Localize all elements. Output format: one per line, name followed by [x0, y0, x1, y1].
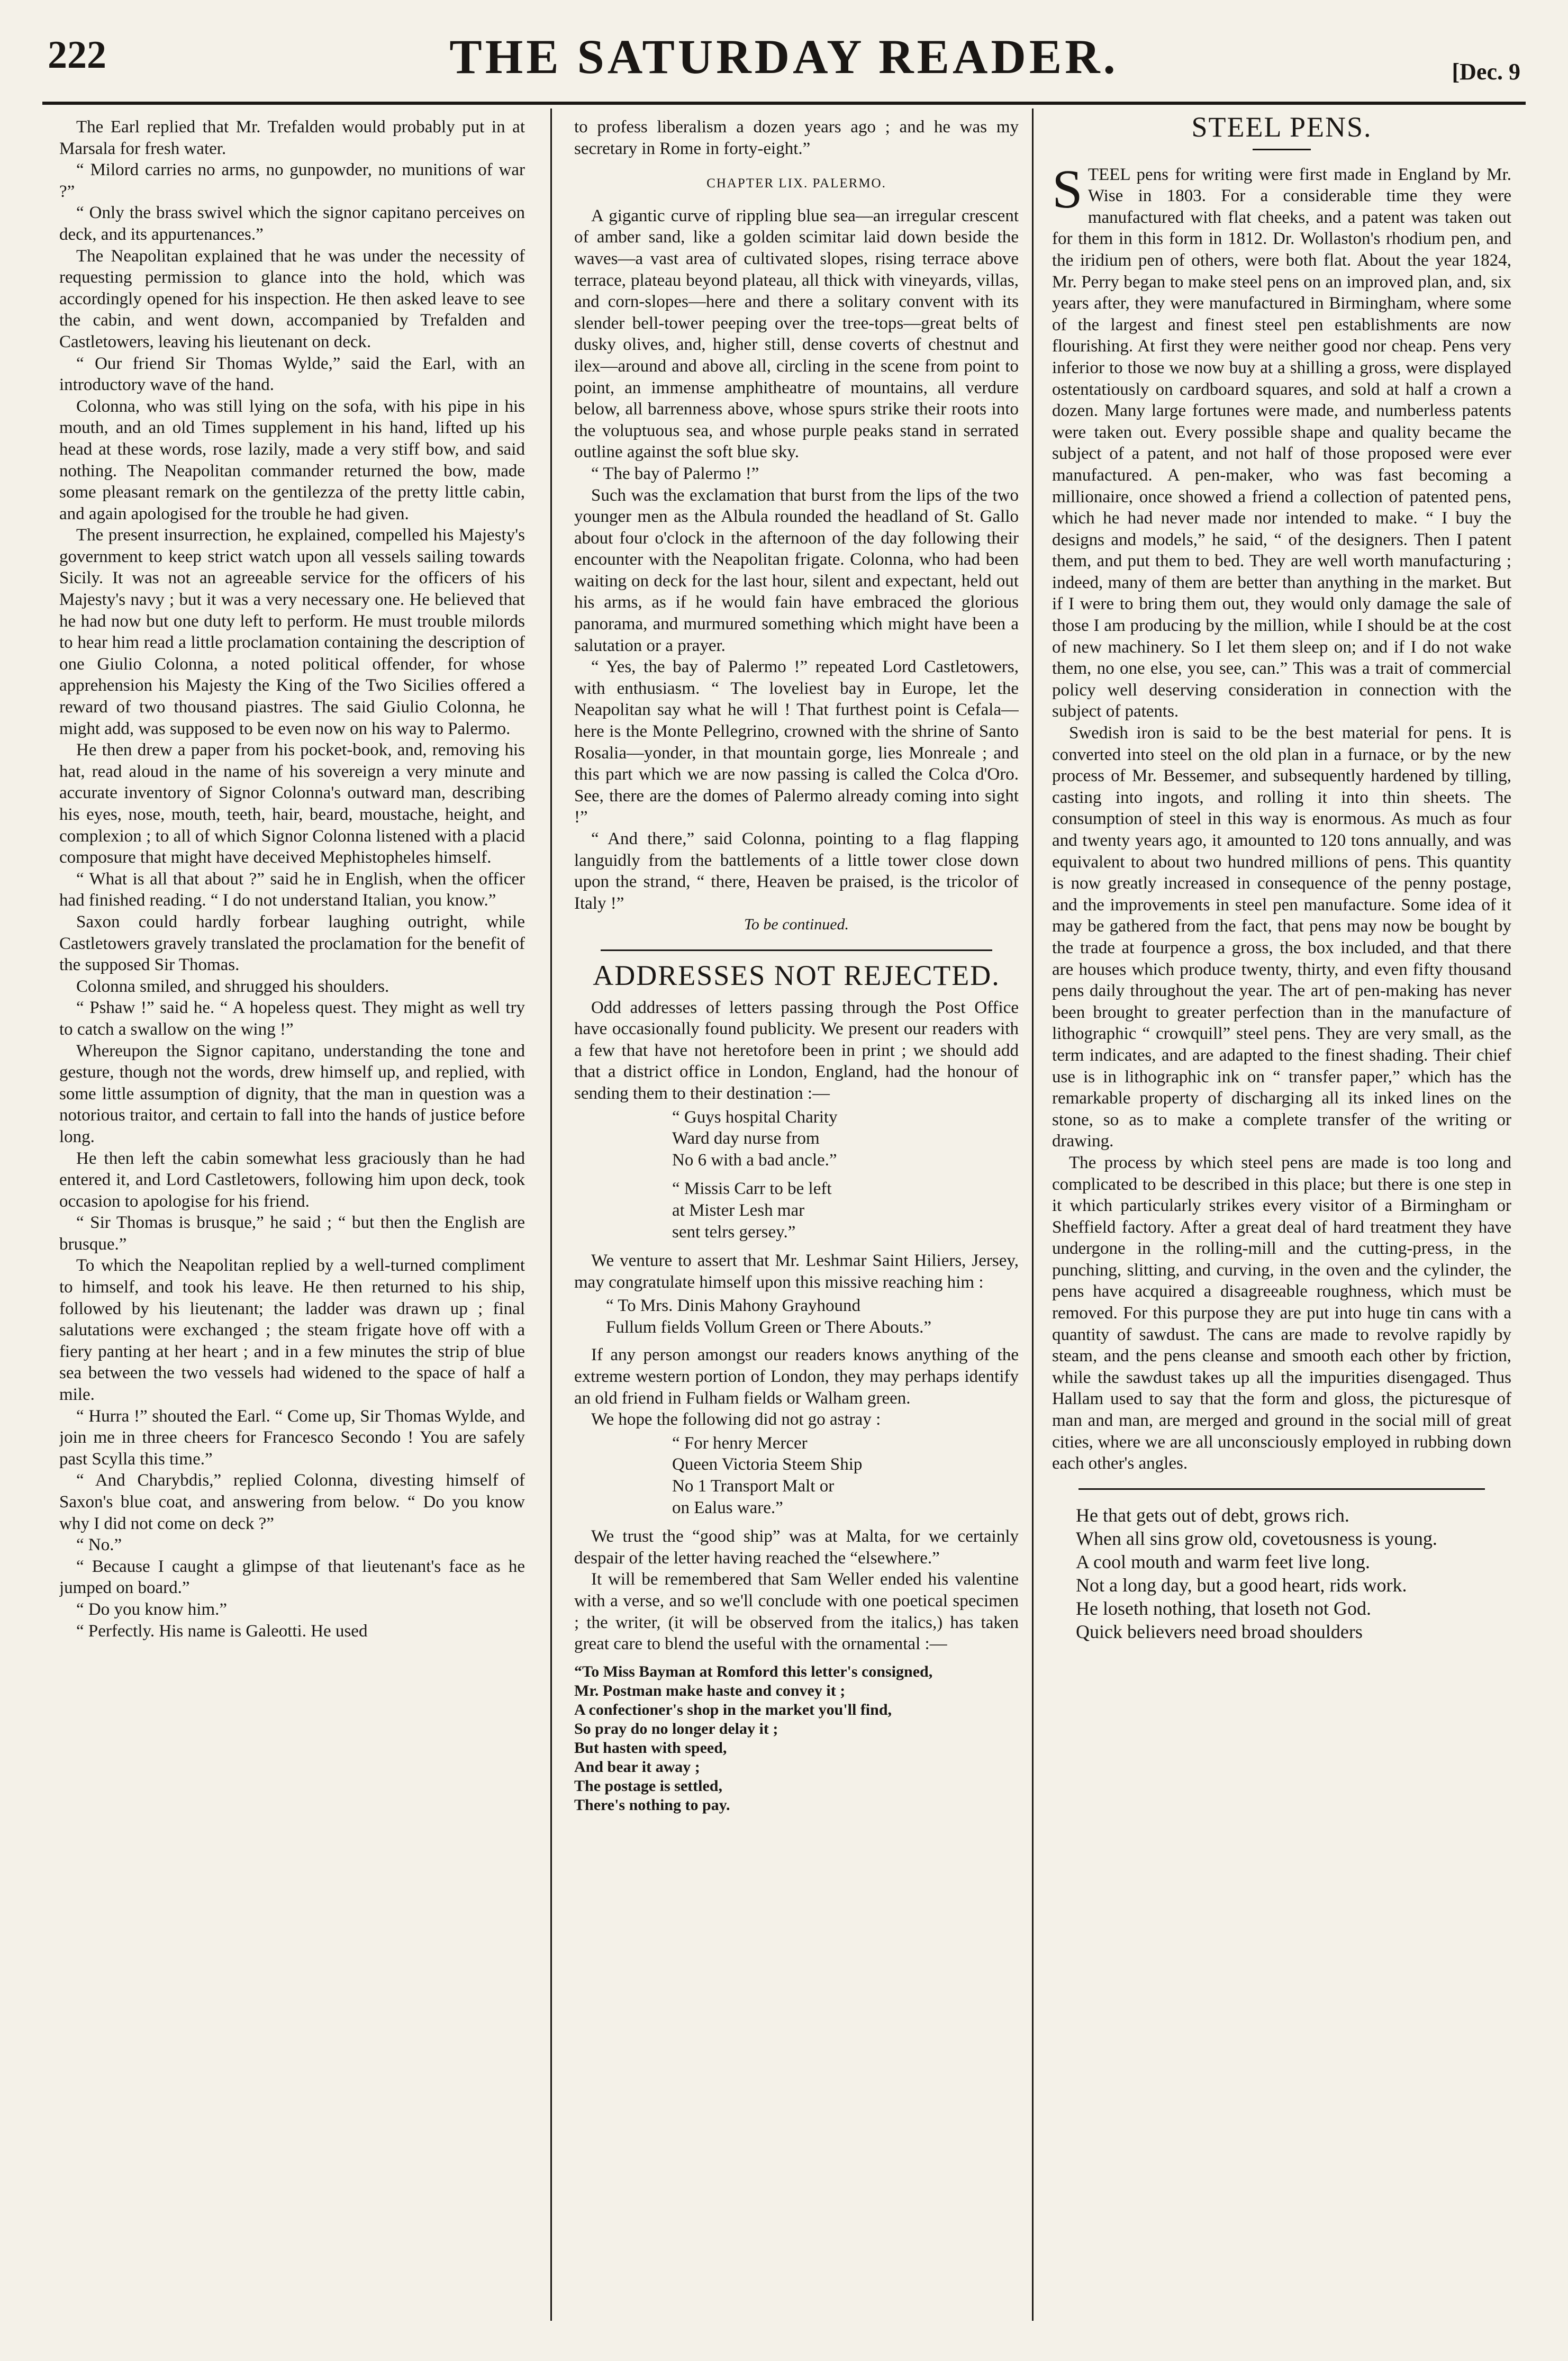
- address-henry-mercer: [574, 1433, 1019, 1518]
- verse-line: So pray do no longer delay it ;: [574, 1720, 778, 1738]
- chapter-paragraph: A gigantic curve of rippling blue sea—an irregular crescent of amber sand, like a golden scimitar laid down beside the waves—a vast area of cultivated slopes, rising terrace above terrace, plateau beyond plateau, all thick with vineyards, villas, and corn-slopes—here and there a solitary convent with its slender bell-tower peeping over the tree-tops—great belts of dusky olives, and, higher still, dense coverts of chestnut and ilex—around and above all, circling in the scene from point to point, an immense amphitheatre of mountains, all verdure below, all barrenness above, whose spurs strike their roots into the voluptuous sea, and whose purple peaks stand in serrated outline against the soft blue sky.: [574, 206, 1019, 462]
- address-line: No 1 Transport Malt or: [672, 1477, 835, 1496]
- chapter-heading: CHAPTER LIX. PALERMO.: [706, 176, 886, 191]
- header-rule: [42, 102, 1526, 105]
- story-paragraph: He then left the cabin somewhat less graciously than he had entered it, and Lord Castletowers, following him upon deck, took occasion to apologise for his friend.: [59, 1148, 525, 1211]
- verse-line: There's nothing to pay.: [574, 1796, 730, 1814]
- title-rule: [1253, 149, 1311, 150]
- chapter-paragraph: “ The bay of Palermo !”: [591, 464, 759, 483]
- section-title-addresses: ADDRESSES NOT REJECTED.: [593, 959, 1000, 991]
- story-paragraph: “ Pshaw !” said he. “ A hopeless quest. They might as well try to catch a swallow on the wing !”: [59, 998, 525, 1039]
- proverb-line: Quick believers need broad shoulders: [1076, 1621, 1363, 1642]
- story-paragraph: The present insurrection, he explained, compelled his Majesty's government to keep strict watch upon all vessels sailing towards Sicily. It was not an agreeable service for the officers of his Majesty's navy ; but it was a very necessary one. He believed that he had now but one duty left to perform. He must trouble milords to hear him read a little proclamation containing the description of one Giulio Colonna, a noted political offender, for whose apprehension his Majesty the King of the Two Sicilies offered a reward of two thousand piastres. The said Giulio Colonna, he might add, was supposed to be even now on his way to Palermo.: [59, 526, 525, 738]
- address-line: Fullum fields Vollum Green or There Abouts.”: [606, 1317, 932, 1337]
- address-line: “ Guys hospital Charity: [672, 1107, 838, 1127]
- address-line: “ Missis Carr to be left: [672, 1179, 832, 1199]
- page-number: 222: [48, 33, 106, 77]
- column-3: [1052, 116, 1511, 1643]
- story-paragraph: “ And Charybdis,” replied Colonna, divesting himself of Saxon's blue coat, and answering from below. “ Do you know why I did not come on deck ?”: [59, 1471, 525, 1533]
- story-paragraph: “ Because I caught a glimpse of that lieutenant's face as he jumped on board.”: [59, 1557, 525, 1598]
- masthead: [48, 21, 1520, 101]
- story-paragraph: The Neapolitan explained that he was under the necessity of requesting permission to glance into the hold, which was accordingly opened for his inspection. He then asked leave to see the cabin, and went down, accompanied by Trefalden and Castletowers, leaving his lieutenant on deck.: [59, 246, 525, 351]
- proverbs-divider: [1078, 1488, 1485, 1490]
- story-paragraph: Colonna smiled, and shrugged his shoulders.: [76, 976, 389, 996]
- verse-line: “To Miss Bayman at Romford this letter's consigned,: [574, 1662, 933, 1680]
- valentine-verse: [574, 1662, 1019, 1815]
- story-paragraph: “ What is all that about ?” said he in English, when the officer had finished reading. “ I do not understand Italian, you know.”: [59, 869, 525, 910]
- story-paragraph: “ Only the brass swivel which the signor capitano perceives on deck, and its appurtenances.”: [59, 203, 525, 244]
- drop-cap-letter: S: [1052, 158, 1083, 220]
- paragraph-western-london: If any person amongst our readers knows anything of the extreme western portion of London, they may perhaps identify an old friend in Fulham fields or Walham green.: [574, 1345, 1019, 1408]
- address-line: No 6 with a bad ancle.”: [672, 1150, 837, 1170]
- address-line: Queen Victoria Steem Ship: [672, 1455, 863, 1475]
- address-line: sent telrs gersey.”: [672, 1222, 796, 1242]
- verse-line: But hasten with speed,: [574, 1739, 727, 1757]
- addresses-intro: Odd addresses of letters passing through the Post Office have occasionally found publicity. We present our readers with a few that have not heretofore been in print ; we should add that a district office in London, England, had the honour of sending them to their destination :—: [574, 998, 1019, 1103]
- chapter-paragraph: “ Yes, the bay of Palermo !” repeated Lord Castletowers, with enthusiasm. “ The loveliest bay in Europe, let the Neapolitan say what he will ! That furthest point is Cefala—here is the Monte Pellegrino, crowned with the shrine of Santo Rosalia—yonder, in that mountain gorge, lies Monreale ; and this part which we are now passing is called the Colca d'Oro. See, there are the domes of Palermo already coming into sight !”: [574, 657, 1019, 827]
- address-line: at Mister Lesh mar: [672, 1200, 805, 1220]
- chapter-paragraph: Such was the exclamation that burst from the lips of the two younger men as the Albula rounded the headland of St. Gallo about four o'clock in the afternoon of the day following their encounter with the Neapolitan frigate. Colonna, who had been waiting on deck for the last hour, silent and expectant, held out his arms, as if he would fain have embraced the glorious panorama, and murmured something which might have been a salutation or a prayer.: [574, 485, 1019, 655]
- column-rule-left: [550, 108, 552, 2321]
- steel-pens-first-paragraph: [1052, 158, 1511, 722]
- chapter-paragraphs: [574, 205, 1019, 915]
- section-title-steel-pens: STEEL PENS.: [1191, 116, 1372, 143]
- steel-pens-paragraphs: [1052, 722, 1511, 1475]
- section-divider: [601, 949, 992, 951]
- story-continuation: [574, 116, 1019, 159]
- address-guys-hospital: [574, 1107, 1019, 1171]
- steel-pens-paragraph: Swedish iron is said to be the best material for pens. It is converted into steel on the old plan in a furnace, or by the new process of Mr. Bessemer, and subsequently hardened by tilling, casting into ingots, and rolling it into thin sheets. The consumption of steel in this way is enormous. As much as four and twenty years ago, it amounted to 120 tons annually, and was equivalent to about two hundred millions of pens. This quantity is now greatly increased in consequence of the penny postage, and the improvements in steel pen manufacture. Some idea of it may be gathered from the fact, that pens may now be bought by the trade at fourpence a gross, the box included, and that there are houses which produce twenty, thirty, and even fifty thousand pens daily throughout the year. The art of pen-making has never been brought to greater perfection than in the manufacture of lithographic “ crowquill” steel pens. They are very small, as the term indicates, and are adapted to the finest shading. Their chief use is in lithographic ink on “ transfer paper,” which has the remarkable property of discharging all its inked lines on the stone, so as to make a complete transfer of the writing or drawing.: [1052, 723, 1511, 1151]
- story-paragraph: “ Sir Thomas is brusque,” he said ; “ but then the English are brusque.”: [59, 1213, 525, 1254]
- story-paragraph: Saxon could hardly forbear laughing outright, while Castletowers gravely translated the proclamation for the benefit of the supposed Sir Thomas.: [59, 912, 525, 975]
- address-line: “ For henry Mercer: [672, 1433, 808, 1453]
- proverb-line: He loseth nothing, that loseth not God.: [1076, 1597, 1371, 1619]
- story-paragraph: “ Milord carries no arms, no gunpowder, no munitions of war ?”: [59, 160, 525, 201]
- steel-pens-paragraph: The process by which steel pens are made is too long and complicated to be described in this place; but there is one step in it which particularly strikes every visitor of a Birmingham or Sheffield factory. After a great deal of hard treatment they have undergone in the rolling-mill and the cutting-press, in the punching, slitting, and curving, in the oven and the cylinder, the pens have acquired a disagreeable roughness, which must be removed. For this purpose they are put into huge tin cans with a quantity of sawdust. The cans are made to revolve rapidly by steam, and the pens cleanse and smooth each other by friction, while the sawdust takes up all the impurities disengaged. Thus Hallam used to say that the form and gloss, the picturesque of man and man, are merged and ground in the social mill of great cities, where we are all unconsciously employed in rubbing down each other's angles.: [1052, 1153, 1511, 1473]
- story-paragraph: to profess liberalism a dozen years ago ; and he was my secretary in Rome in forty-eight.”: [574, 117, 1019, 158]
- story-paragraph: Whereupon the Signor capitano, understanding the tone and gesture, though not the words, drew himself up, and replied, with some little assumption of dignity, that the man in question was a notorious traitor, and certain to fall into the hands of justice before long.: [59, 1041, 525, 1146]
- story-paragraph: He then drew a paper from his pocket-book, and, removing his hat, read aloud in the name of his sovereign a very minute and accurate inventory of Signor Colonna's outward man, describing his eyes, nose, mouth, teeth, hair, beard, moustache, height, and complexion ; to all of which Signor Colonna listened with a placid composure that might have deceived Mephistopheles himself.: [59, 740, 525, 867]
- story-paragraphs: [59, 116, 525, 1642]
- verse-line: Mr. Postman make haste and convey it ;: [574, 1681, 846, 1699]
- verse-line: And bear it away ;: [574, 1758, 700, 1776]
- address-line: Ward day nurse from: [672, 1129, 820, 1148]
- column-rule-right: [1032, 108, 1034, 2321]
- column-1-story: [59, 116, 525, 1642]
- to-be-continued: To be continued.: [744, 916, 849, 934]
- verse-line: The postage is settled,: [574, 1777, 722, 1795]
- proverb-line: Not a long day, but a good heart, rids work.: [1076, 1574, 1407, 1596]
- verse-line: A confectioner's shop in the market you'll find,: [574, 1700, 892, 1718]
- story-paragraph: “ Perfectly. His name is Galeotti. He used: [76, 1621, 368, 1641]
- story-paragraph: Colonna, who was still lying on the sofa, with his pipe in his mouth, and an old Times supplement in his hand, lifted up his head at these words, rose lazily, made a very stiff bow, and said nothing. The Neapolitan commander returned the bow, made some pleasant remark on the gentilezza of the pretty little cabin, and again apologised for the trouble he had given.: [59, 396, 525, 523]
- story-paragraph: “ Hurra !” shouted the Earl. “ Come up, Sir Thomas Wylde, and join me in three cheers for Francesco Secondo ! You are safely past Scylla this time.”: [59, 1406, 525, 1469]
- story-paragraph: “ No.”: [76, 1535, 122, 1555]
- address-line: on Ealus ware.”: [672, 1498, 783, 1517]
- story-paragraph: The Earl replied that Mr. Trefalden would probably put in at Marsala for fresh water.: [59, 117, 525, 158]
- paragraph-hope: We hope the following did not go astray :: [591, 1410, 881, 1430]
- story-paragraph: To which the Neapolitan replied by a well-turned compliment to himself, and took his leave. He then returned to his ship, followed by his lieutenant; the ladder was drawn up ; final salutations were exchanged ; the steam frigate hove off with a fiery panting at her heart ; and in a few minutes the strip of blue sea between the two vessels had widened to the space of half a mile.: [59, 1256, 525, 1405]
- address-line: “ To Mrs. Dinis Mahony Grayhound: [606, 1296, 861, 1316]
- proverbs: [1052, 1504, 1511, 1643]
- address-mrs-mahony: [574, 1295, 1019, 1338]
- paragraph-leshmar: We venture to assert that Mr. Leshmar Saint Hiliers, Jersey, may congratulate himself upon this missive reaching him :: [574, 1251, 1019, 1292]
- paragraph-malta: We trust the “good ship” was at Malta, for we certainly despair of the letter having reached the “elsewhere.”: [574, 1527, 1019, 1568]
- proverb-line: He that gets out of debt, grows rich.: [1076, 1504, 1349, 1526]
- address-missis-carr: [574, 1178, 1019, 1243]
- proverb-line: When all sins grow old, covetousness is young.: [1076, 1527, 1437, 1549]
- story-paragraph: “ Our friend Sir Thomas Wylde,” said the Earl, with an introductory wave of the hand.: [59, 354, 525, 395]
- proverb-line: A cool mouth and warm feet live long.: [1076, 1551, 1370, 1572]
- issue-date: [Dec. 9: [1452, 59, 1520, 85]
- first-paragraph-text: TEEL pens for writing were first made in England by Mr. Wise in 1803. For a considerable time they were manufactured with flat cheeks, and a patent was taken out for them in this form in 1812. Dr. Wollaston's rhodium pen, and the iridium pen of others, were both flat. About the year 1824, Mr. Perry began to make steel pens on an improved plan, and, six years after, they were manufactured in Birmingham, where some of the largest and finest steel pen establishments are now flourishing. At first they were neither good nor cheap. Pens very inferior to those we now buy at a shilling a gross, were displayed ostentatiously on cardboard squares, and sold at half a crown a dozen. Many large fortunes were made, and numberless patents were taken out. Every possible shape and quality became the subject of a patent, and not half of those proposed were ever manufactured. A pen-maker, who was fast becoming a millionaire, once showed a friend a collection of patented pens, which he had never made nor intended to make. “ I buy the designs and models,” he said, “ of the designers. Then I patent them, and put them to bed. They are well worth manufacturing ; indeed, many of them are better than anything in the market. But if I were to bring them out, they would only damage the sale of those I am producing by the million, while I should be at the cost of new machinery. So I let them sleep on; and if I do not wake them, no one else, you see, can.” This was a trait of commercial policy well deserving consideration in connection with the subject of patents.: [1052, 165, 1511, 721]
- column-2: [574, 116, 1019, 1815]
- paragraph-sam-weller: It will be remembered that Sam Weller ended his valentine with a verse, and so we'll conclude with one poetical specimen ; the writer, (it will be observed from the italics,) has taken great care to blend the useful with the ornamental :—: [574, 1570, 1019, 1654]
- story-paragraph: “ Do you know him.”: [76, 1599, 228, 1619]
- journal-title: THE SATURDAY READER.: [449, 30, 1119, 84]
- chapter-paragraph: “ And there,” said Colonna, pointing to a flag flapping languidly from the battlements of a little tower close down upon the strand, “ there, Heaven be praised, is the tricolor of Italy !”: [574, 829, 1019, 913]
